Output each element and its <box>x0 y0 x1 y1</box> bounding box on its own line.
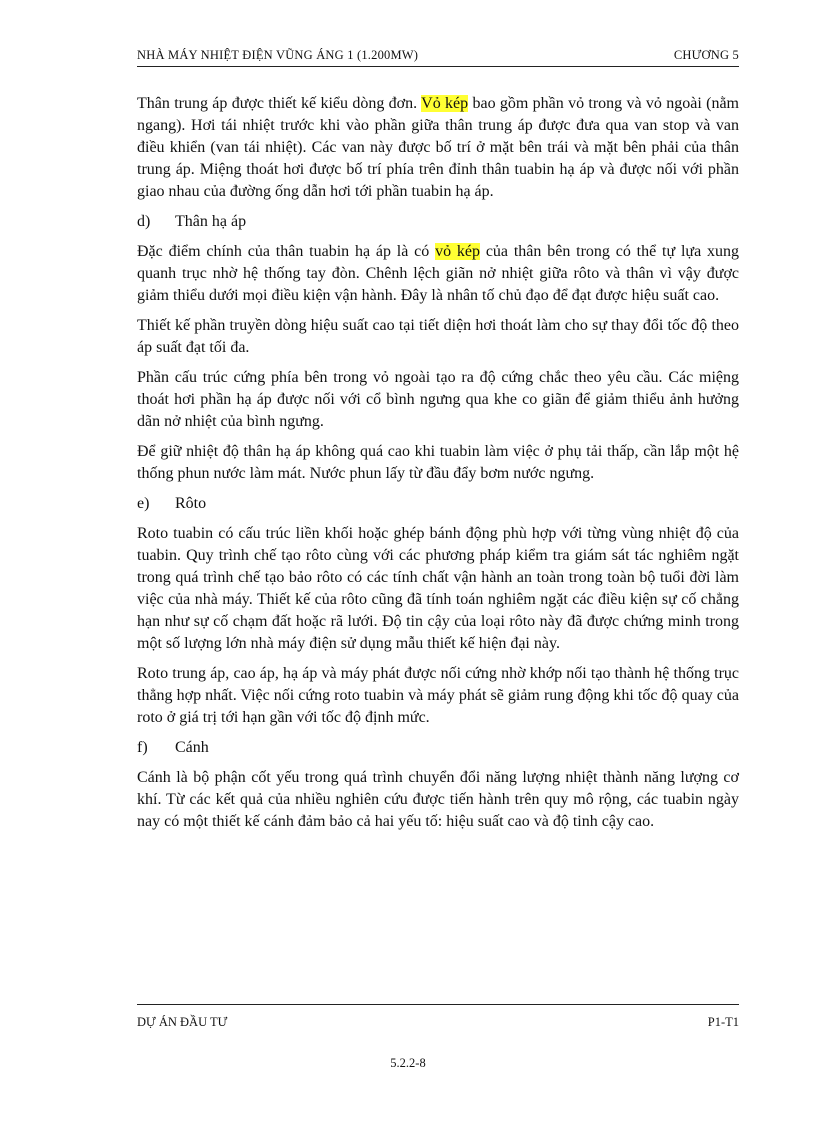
heading-marker: e) <box>137 495 150 512</box>
heading-text: Cánh <box>175 739 209 756</box>
heading-e <box>137 493 739 515</box>
heading-marker: f) <box>137 739 148 756</box>
heading-d <box>137 211 739 233</box>
paragraph-exhaust-design: Thiết kế phần truyền dòng hiệu suất cao tại tiết diện hơi thoát làm cho sự thay đổi tốc độ theo áp suất đạt tối đa. <box>137 317 739 356</box>
text-run: Đặc điểm chính của thân tuabin hạ áp là có <box>137 243 436 260</box>
page-number: 5.2.2-8 <box>390 1056 426 1070</box>
highlighted-text: Vỏ kép <box>421 95 469 112</box>
paragraph-blades: Cánh là bộ phận cốt yếu trong quá trình chuyển đổi năng lượng nhiệt thành năng lượng cơ khí. Từ các kết quả của nhiều nghiên cứu được tiến hành trên quy mô rộng, các tuabin ngày nay có một thiết kế cánh đảm bảo cả hai yếu tố: hiệu suất cao và độ tinh cậy cao. <box>137 769 739 830</box>
page-footer <box>137 1004 739 1035</box>
paragraph-rotor-coupling: Roto trung áp, cao áp, hạ áp và máy phát được nối cứng nhờ khớp nối tạo thành hệ thống trục thẳng hợp nhất. Việc nối cứng roto tuabin và máy phát sẽ giảm rung động khi tốc độ quay của roto ở giá trị tới hạn gần với tốc độ định mức. <box>137 665 739 726</box>
document-body <box>137 93 739 841</box>
paragraph-low-pressure-casing <box>137 241 739 307</box>
page-header <box>137 48 739 67</box>
text-run: bao gồm phần vỏ trong và vỏ ngoài (nằm ngang). Hơi tái nhiệt trước khi vào phần giữa thân trung áp được đưa qua van stop và van điều khiển (van tái nhiệt). Các van này được bố trí ở mặt bên trái và mặt bên phải của thân trung áp. Miệng thoát hơi được bố trí phía trên đỉnh thân tuabin hạ áp và được nối với phần giao nhau của đường ống dẫn hơi tới phần tuabin hạ áp. <box>137 95 739 200</box>
paragraph-rotor-structure: Roto tuabin có cấu trúc liền khối hoặc ghép bánh động phù hợp với từng vùng nhiệt độ của tuabin. Quy trình chế tạo rôto cùng với các phương pháp kiểm tra giám sát tác nghiêm ngặt trong quá trình chế tạo bảo rôto có các tính chất vận hành an toàn trong toàn bộ tuổi đời làm việc của nhà máy. Thiết kế của rôto cũng đã tính toán nghiêm ngặt các điều kiện sự cố chẳng hạn như sự cố chạm đất hoặc rã lưới. Độ tin cậy của loại rôto này đã được chứng minh trong một số lượng lớn nhà máy điện sử dụng mẫu thiết kế hiện đại này. <box>137 525 739 652</box>
heading-text: Rôto <box>175 495 207 512</box>
paragraph-cooling-spray: Để giữ nhiệt độ thân hạ áp không quá cao khi tuabin làm việc ở phụ tải thấp, cần lắp một hệ thống phun nước làm mát. Nước phun lấy từ đầu đẩy bơm nước ngưng. <box>137 443 739 482</box>
highlighted-text: vỏ kép <box>435 243 481 260</box>
header-project-title: NHÀ MÁY NHIỆT ĐIỆN VŨNG ÁNG 1 (1.200MW) <box>137 48 419 62</box>
paragraph-intermediate-pressure-casing <box>137 93 739 203</box>
heading-text: Thân hạ áp <box>175 213 247 230</box>
text-run: của thân bên trong có thể tự lựa xung quanh trục nhờ hệ thống tay đòn. Chênh lệch giãn nở nhiệt giữa rôto và thân vì vậy được giảm thiểu dưới mọi điều kiện vận hành. Đây là nhân tố chủ đạo để đạt được hiệu suất cao. <box>137 243 740 304</box>
paragraph-outer-casing: Phần cấu trúc cứng phía bên trong vỏ ngoài tạo ra độ cứng chắc theo yêu cầu. Các miệng thoát hơi phần hạ áp được nối với cổ bình ngưng qua khe co giãn để giảm thiểu ảnh hưởng dãn nở nhiệt của bình ngưng. <box>137 369 739 430</box>
heading-f <box>137 737 739 759</box>
header-chapter: CHƯƠNG 5 <box>673 48 739 62</box>
heading-marker: d) <box>137 213 151 230</box>
footer-code: P1-T1 <box>707 1015 739 1029</box>
text-run: Thân trung áp được thiết kế kiểu dòng đơn. <box>137 95 422 112</box>
footer-project-label: DỰ ÁN ĐẦU TƯ <box>137 1015 228 1029</box>
